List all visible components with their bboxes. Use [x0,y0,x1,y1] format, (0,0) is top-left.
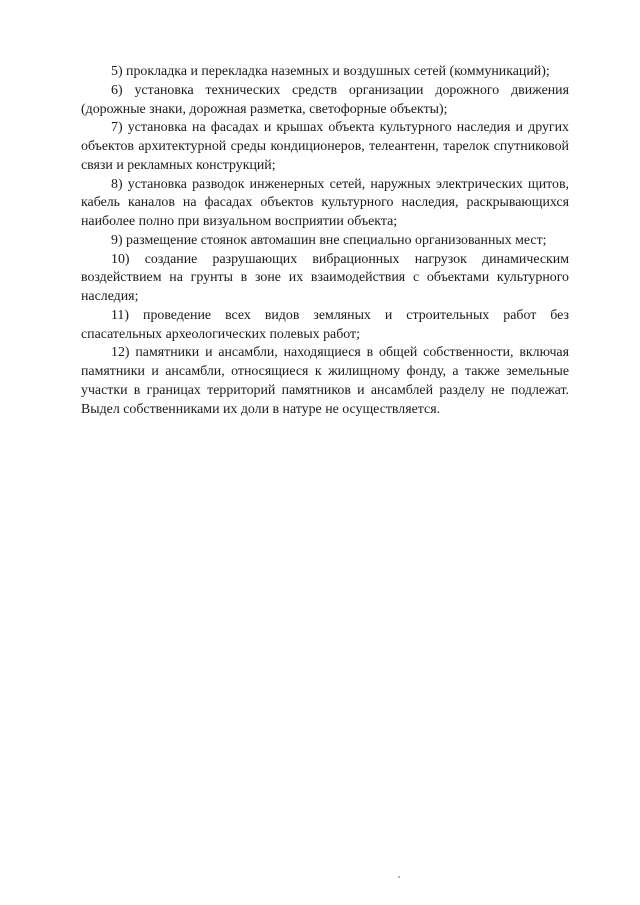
list-item-9: 9) размещение стоянок автомашин вне специально организованных мест; [111,232,547,248]
list-item-6: 6) установка технических средств организации дорожного движения (дорожные знаки, дорожная разметка, светофорные объекты); [81,82,569,117]
list-item-7: 7) установка на фасадах и крышах объекта культурного наследия и других объектов архитектурной среды кондиционеров, телеантенн, тарелок спутниковой связи и рекламных конструкций; [81,120,569,173]
list-item-8: 8) установка разводок инженерных сетей, наружных электрических щитов, кабель каналов на фасадах объектов культурного наследия, раскрывающихся наиболее полно при визуальном восприятии объекта; [81,176,569,229]
list-item-11: 11) проведение всех видов земляных и строительных работ без спасательных археологических полевых работ; [81,307,569,342]
scan-speck [398,876,400,878]
list-item-5: 5) прокладка и перекладка наземных и воздушных сетей (коммуникаций); [111,64,550,79]
list-item-12: 12) памятники и ансамбли, находящиеся в общей собственности, включая памятники и ансамбли, относящиеся к жилищному фонду, а также земельные участки в границах территорий памятников и ансамблей разделу не подлежат. Выдел собственниками их доли в натуре не осуществляется. [81,345,569,417]
document-page [81,63,569,419]
list-item-10: 10) создание разрушающих вибрационных нагрузок динамическим воздействием на грунты в зоне их взаимодействия с объектами культурного наследия; [81,251,569,304]
